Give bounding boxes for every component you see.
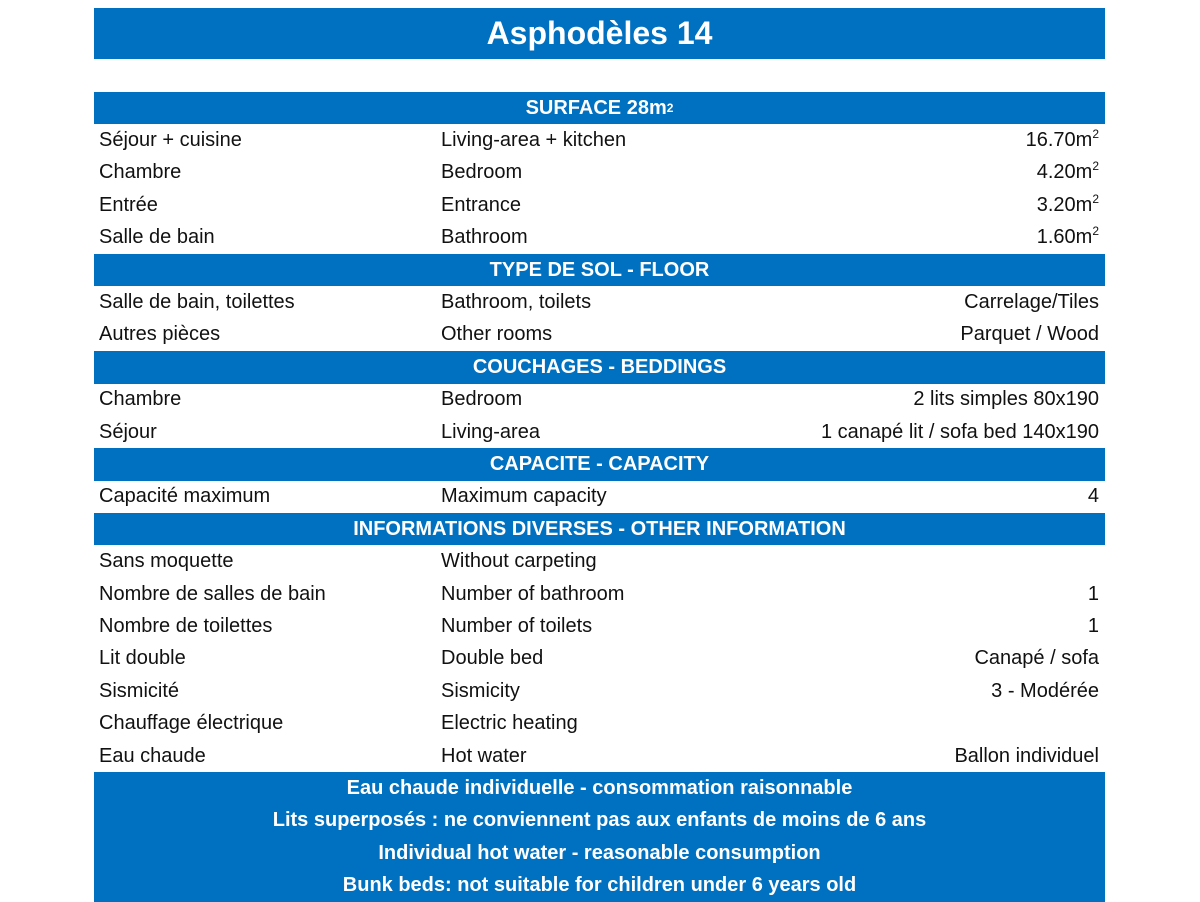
label-en: Hot water [441, 744, 527, 767]
table-row [94, 124, 1105, 156]
table-row [94, 286, 1105, 318]
label-fr: Chambre [99, 388, 182, 411]
label-en: Double bed [441, 647, 544, 670]
value-text: Parquet / Wood [960, 323, 1099, 346]
section-header-floor: TYPE DE SOL - FLOOR [94, 254, 1105, 286]
label-fr: Sans moquette [99, 550, 234, 573]
value-text: 1 canapé lit / sofa bed 140x190 [821, 420, 1099, 443]
label-fr: Séjour + cuisine [99, 129, 242, 152]
table-row [94, 643, 1105, 675]
label-fr: Lit double [99, 647, 186, 670]
label-en: Living-area [441, 420, 540, 443]
value-text: 1 [1087, 582, 1099, 605]
value-text: Canapé / sofa [974, 647, 1099, 670]
section-header-beddings: COUCHAGES - BEDDINGS [94, 351, 1105, 383]
section-header-capacity: CAPACITE - CAPACITY [94, 448, 1105, 480]
label-fr: Salle de bain, toilettes [99, 291, 295, 314]
label-en: Sismicity [441, 679, 520, 702]
note-line: Eau chaude individuelle - consommation raisonnable [346, 776, 853, 799]
label-fr: Nombre de salles de bain [99, 582, 326, 605]
label-fr: Salle de bain [99, 226, 215, 249]
value-text: 16.70m [1025, 129, 1093, 152]
table-row [94, 319, 1105, 351]
section-header-other-information: INFORMATIONS DIVERSES - OTHER INFORMATION [94, 513, 1105, 545]
label-en: Bedroom [441, 161, 523, 184]
note-line: Individual hot water - reasonable consumption [378, 841, 821, 864]
superscript-2: 2 [1092, 127, 1099, 142]
value-text: 4 [1087, 485, 1099, 508]
value-text: Carrelage/Tiles [964, 291, 1099, 314]
table-row [94, 675, 1105, 707]
label-en: Electric heating [441, 712, 578, 735]
label-fr: Séjour [99, 420, 157, 443]
label-fr: Chambre [99, 161, 182, 184]
value-cell [741, 161, 1105, 184]
table-row [94, 157, 1105, 189]
label-en: Maximum capacity [441, 485, 607, 508]
label-en: Number of toilets [441, 614, 593, 637]
table-row [94, 740, 1105, 772]
label-fr: Capacité maximum [99, 485, 271, 508]
value-text: 4.20m [1036, 161, 1093, 184]
section-title-surface: SURFACE 28m [525, 96, 667, 119]
notes-block [94, 772, 1105, 902]
label-en: Number of bathroom [441, 582, 625, 605]
table-row [94, 610, 1105, 642]
label-fr: Nombre de toilettes [99, 614, 273, 637]
note-line: Bunk beds: not suitable for children under 6 years old [342, 874, 857, 897]
table-row [94, 416, 1105, 448]
value-cell [741, 191, 1105, 217]
table-row [94, 707, 1105, 739]
value-cell [741, 226, 1105, 249]
section-header-surface: SURFACE 28m 2 [94, 92, 1105, 124]
value-cell [741, 129, 1105, 152]
note-line: Lits superposés : ne conviennent pas aux enfants de moins de 6 ans [272, 809, 927, 832]
table-row [94, 384, 1105, 416]
superscript-2: 2 [1092, 191, 1099, 206]
table-row [94, 481, 1105, 513]
label-en: Entrance [441, 193, 522, 216]
table-row [94, 222, 1105, 254]
label-en: Bathroom [441, 226, 528, 249]
table-row [94, 578, 1105, 610]
superscript-2: 2 [1092, 224, 1099, 239]
value-text: 1 [1087, 614, 1099, 637]
label-en: Bedroom [441, 388, 523, 411]
label-fr: Eau chaude [99, 744, 206, 767]
value-text: 2 lits simples 80x190 [913, 388, 1099, 411]
value-text: Ballon individuel [954, 744, 1099, 767]
label-en: Without carpeting [441, 550, 597, 573]
label-en: Bathroom, toilets [441, 291, 592, 314]
table-row [94, 545, 1105, 577]
label-en: Living-area + kitchen [441, 129, 627, 152]
label-fr: Chauffage électrique [99, 712, 284, 735]
label-fr: Sismicité [99, 679, 180, 702]
value-text: 3 - Modérée [991, 679, 1099, 702]
superscript-2: 2 [1092, 159, 1099, 174]
table-row [94, 189, 1105, 221]
label-fr: Entrée [99, 193, 158, 216]
property-sheet [94, 92, 1105, 902]
label-en: Other rooms [441, 323, 553, 346]
value-text: 1.60m [1036, 226, 1093, 249]
label-fr: Autres pièces [99, 323, 221, 346]
page-title: Asphodèles 14 [94, 8, 1105, 59]
value-text: 3.20m [1036, 193, 1093, 216]
